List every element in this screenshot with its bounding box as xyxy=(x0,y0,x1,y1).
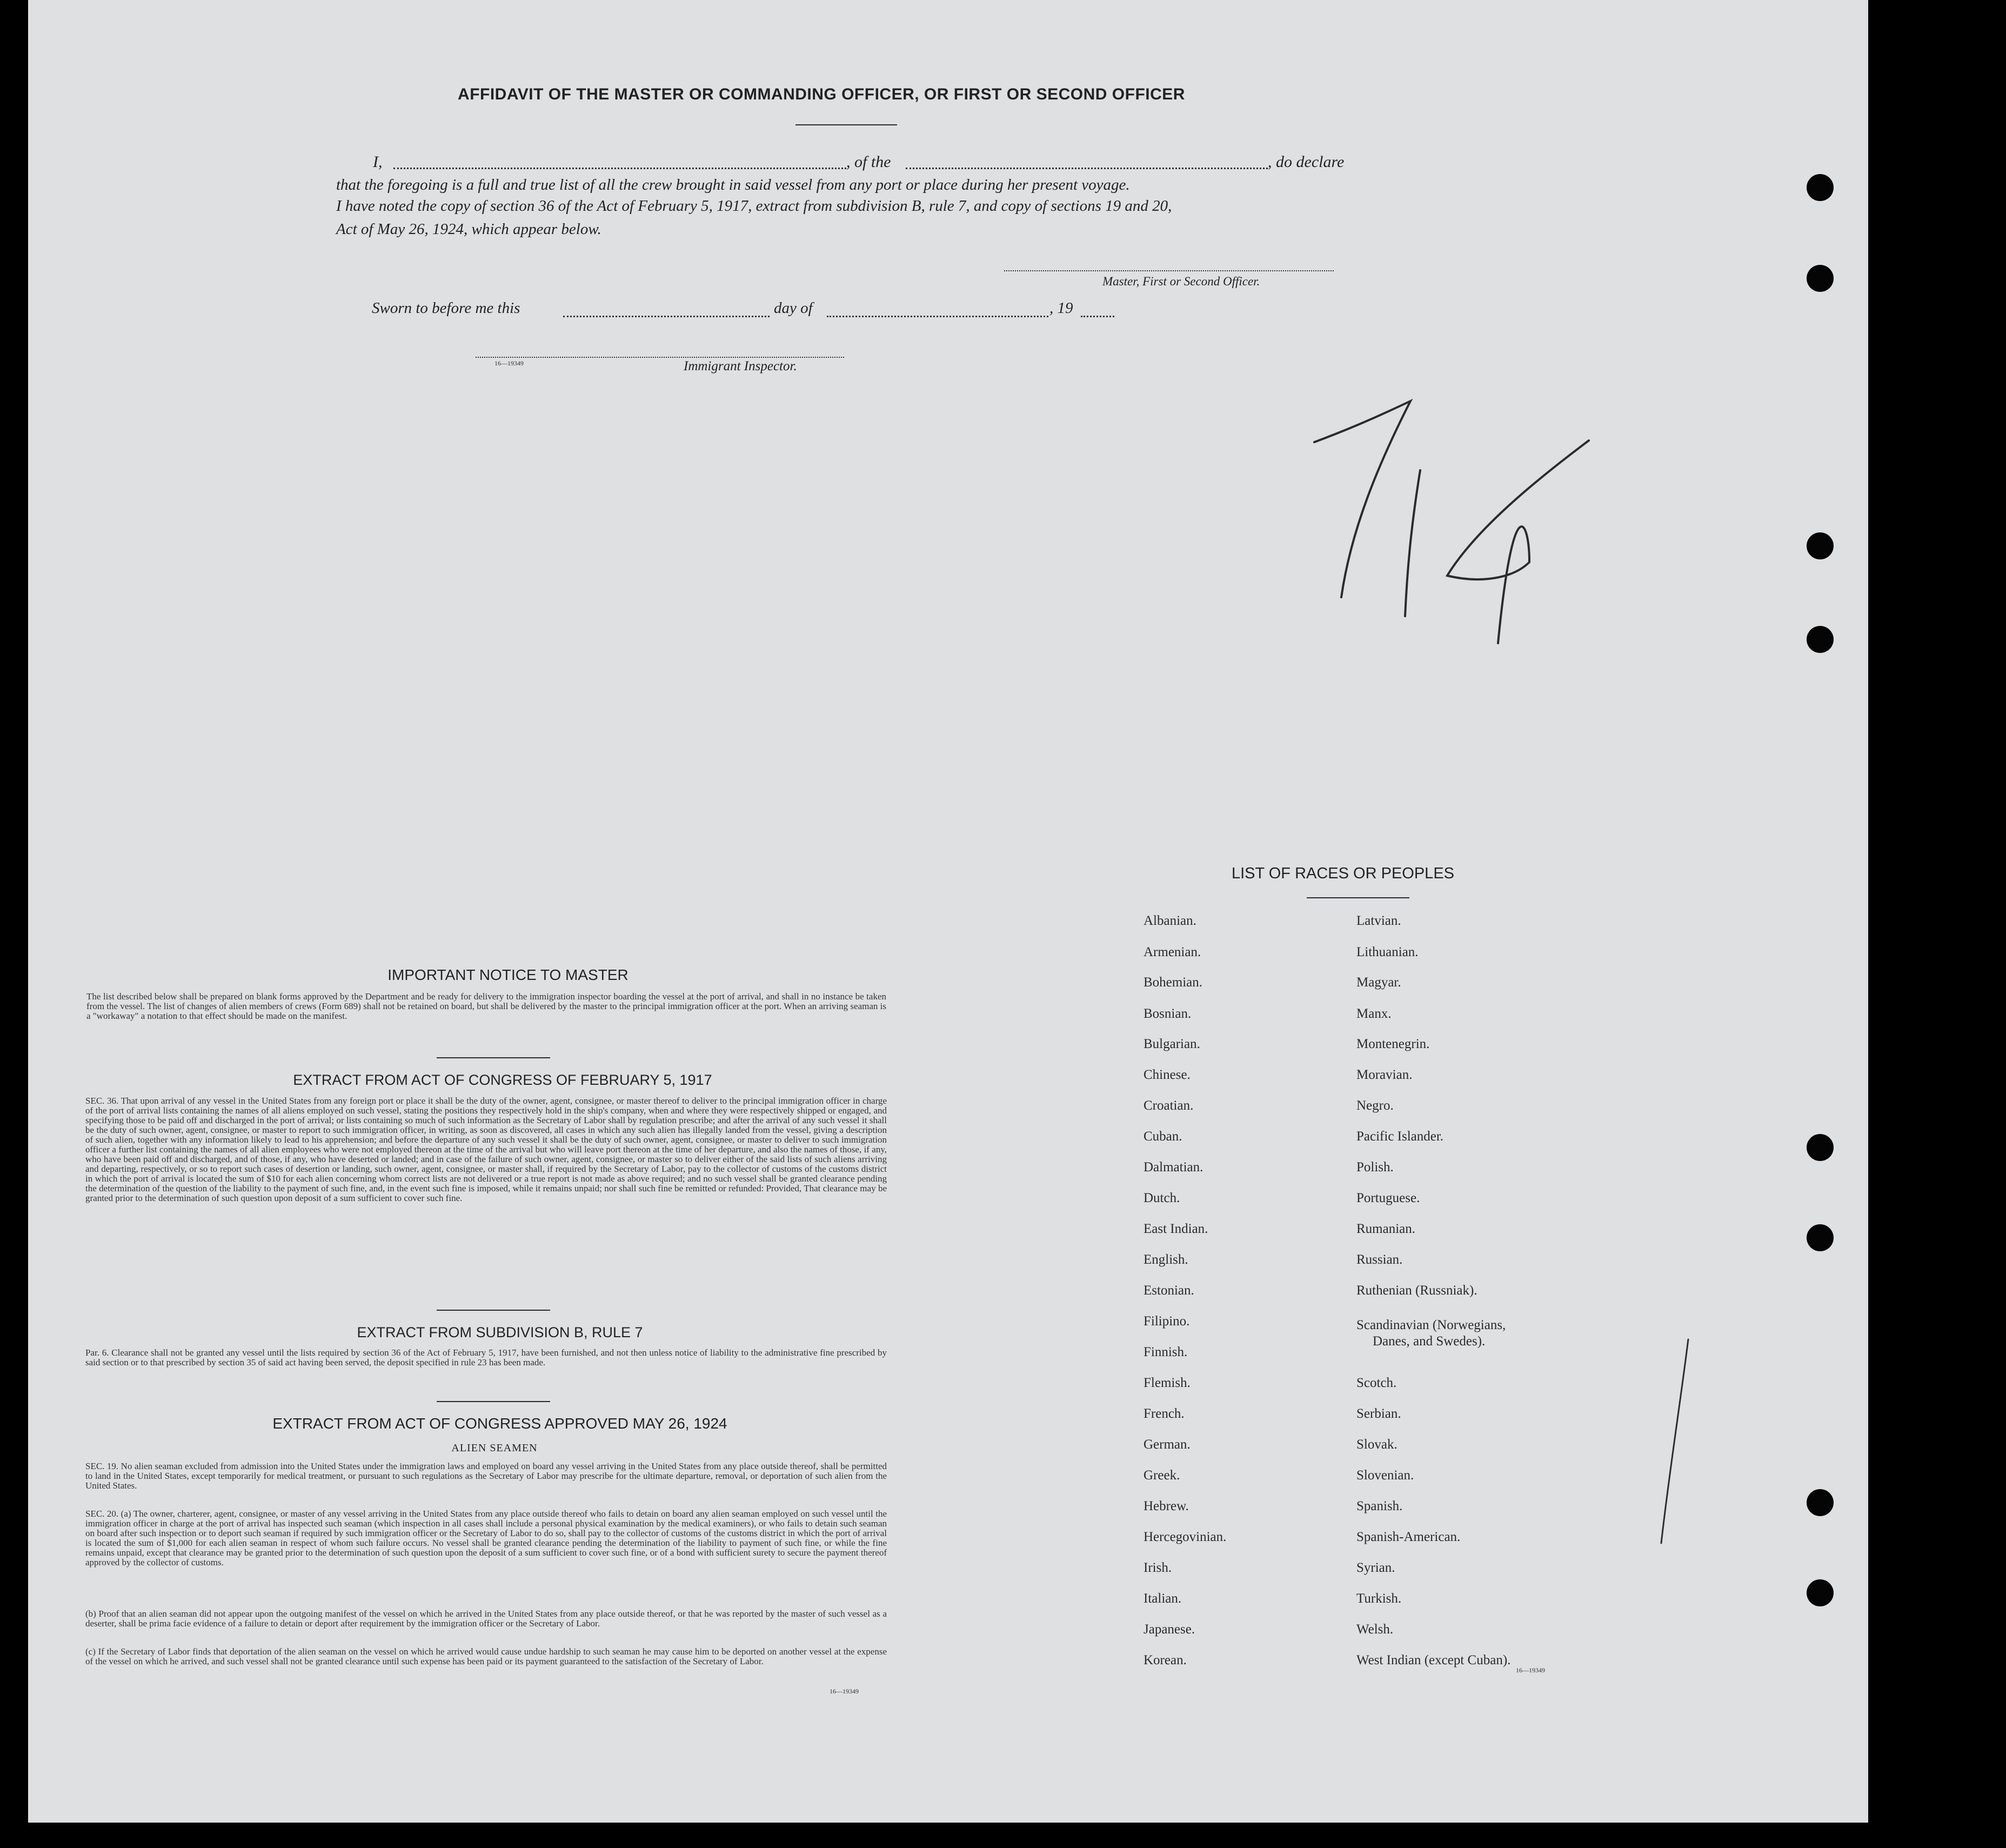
extract-1924-sec20b: (b) Proof that an alien seaman did not appear upon the outgoing manifest of the vessel on which he arrived in the United States from any place outside thereof, or that he was reported by the master of such vessel as a deserter, shall be prima facie evidence of a failure to detain or deport after requirement by the immigration officer or the Secretary of Labor. xyxy=(85,1609,887,1629)
race-item: Croatian. xyxy=(1144,1098,1194,1113)
race-item: Spanish-American. xyxy=(1356,1530,1461,1544)
sworn-label: Sworn to before me this xyxy=(372,299,520,317)
sworn-day-blank xyxy=(563,316,770,317)
race-item: Irish. xyxy=(1144,1560,1172,1575)
declaration-of-the: , of the xyxy=(846,153,891,171)
handwritten-number-74 xyxy=(1297,389,1600,649)
affidavit-title: AFFIDAVIT OF THE MASTER OR COMMANDING OFFICER, OR FIRST OR SECOND OFFICER xyxy=(458,85,1185,103)
race-item: Magyar. xyxy=(1356,975,1401,990)
race-item: Danes, and Swedes). xyxy=(1373,1334,1486,1349)
race-item: Negro. xyxy=(1356,1098,1394,1113)
punch-hole xyxy=(1807,265,1834,292)
race-item: Manx. xyxy=(1356,1006,1392,1021)
punch-hole xyxy=(1807,532,1834,559)
divider xyxy=(795,124,897,125)
race-item: Syrian. xyxy=(1356,1560,1395,1575)
punch-hole xyxy=(1807,174,1834,201)
race-item: Korean. xyxy=(1144,1653,1187,1667)
extract-1924-sec20c: (c) If the Secretary of Labor finds that deportation of the alien seaman on the vessel on which he arrived would cause undue hardship to such seaman he may cause him to be deported on another vessel at the expense of the vessel on which he arrived, and such vessel shall not be granted clearance until such expense has been paid or its payment guaranteed to the satisfaction of the Secretary of Labor. xyxy=(85,1646,887,1666)
race-item: Japanese. xyxy=(1144,1622,1195,1637)
race-item: Bohemian. xyxy=(1144,975,1203,990)
race-item: Montenegrin. xyxy=(1356,1037,1430,1051)
declaration-line-2: that the foregoing is a full and true list of all the crew brought in said vessel from any port or place during her present voyage. xyxy=(336,176,1130,194)
race-item: Latvian. xyxy=(1356,913,1401,928)
extract-1924-sec20a: SEC. 20. (a) The owner, charterer, agent, consignee, or master of any vessel arriving in the United States from any place outside thereof who fails to detain on board any alien seaman employed on such vessel until the immigration officer in charge at the port of arrival has inspected such seaman (which inspection in all cases shall include a personal physical examination by the medical examiners), or who fails to detain such seaman on board after such inspection or to deport such seaman if required by such immigration officer or the Secretary of Labor to do so, shall pay to the collector of customs of the customs district in which the port of arrival is located the sum of $1,000 for each alien seaman in respect of whom such failure occurs. No vessel shall be granted clearance pending the determination of the liability to payment of such fine, or while the fine remains unpaid, except that clearance may be granted prior to the determination of such question upon the deposit of a sum sufficient to cover such fine, or of a bond with sufficient surety to secure the payment thereof approved by the collector of customs. xyxy=(85,1509,887,1567)
inspector-caption: Immigrant Inspector. xyxy=(684,359,797,373)
extract-1924-title: EXTRACT FROM ACT OF CONGRESS APPROVED MAY 26, 1924 xyxy=(272,1415,727,1432)
race-item: East Indian. xyxy=(1144,1222,1208,1236)
master-signature-line xyxy=(1004,270,1334,271)
extract-1917-title: EXTRACT FROM ACT OF CONGRESS OF FEBRUARY 5, 1917 xyxy=(293,1072,712,1088)
declaration-do-declare: , do declare xyxy=(1268,153,1345,171)
race-item: Turkish. xyxy=(1356,1591,1402,1606)
race-item: Scotch. xyxy=(1356,1376,1397,1390)
race-item: Finnish. xyxy=(1144,1345,1188,1359)
punch-hole xyxy=(1807,1224,1834,1251)
race-item: Bulgarian. xyxy=(1144,1037,1200,1051)
race-item: Serbian. xyxy=(1356,1406,1401,1421)
sworn-year-blank xyxy=(1081,316,1114,317)
declaration-i-label: I, xyxy=(373,153,383,171)
race-item: Scandinavian (Norwegians, xyxy=(1356,1318,1506,1332)
race-item: French. xyxy=(1144,1406,1185,1421)
punch-hole xyxy=(1807,1134,1834,1161)
race-item: Hebrew. xyxy=(1144,1499,1189,1513)
race-item: English. xyxy=(1144,1252,1188,1267)
extract-1924-subtitle: ALIEN SEAMEN xyxy=(451,1442,538,1454)
race-item: German. xyxy=(1144,1437,1191,1452)
race-item: Italian. xyxy=(1144,1591,1182,1606)
form-number: 16—19349 xyxy=(830,1687,859,1695)
race-item: Slovenian. xyxy=(1356,1468,1414,1483)
declaration-line-4: Act of May 26, 1924, which appear below. xyxy=(336,221,601,238)
race-item: Hercegovinian. xyxy=(1144,1530,1227,1544)
race-item: Russian. xyxy=(1356,1252,1403,1267)
inspector-signature-line xyxy=(476,357,844,358)
race-item: Polish. xyxy=(1356,1160,1394,1175)
extract-rule7-text: Par. 6. Clearance shall not be granted any vessel until the lists required by section 36 of the Act of February 5, 1917, have been furnished, and not then unless notice of liability to the administrative fine prescribed by said section or to that prescribed by section 35 of said act having been served, the deposit specified in rule 23 has been made. xyxy=(85,1347,887,1367)
race-item: Lithuanian. xyxy=(1356,945,1419,959)
race-item: Slovak. xyxy=(1356,1437,1397,1452)
race-item: Dalmatian. xyxy=(1144,1160,1203,1175)
race-item: Flemish. xyxy=(1144,1376,1191,1390)
extract-rule7-title: EXTRACT FROM SUBDIVISION B, RULE 7 xyxy=(357,1324,643,1340)
race-item: Cuban. xyxy=(1144,1129,1182,1144)
punch-hole xyxy=(1807,1579,1834,1606)
race-item: Moravian. xyxy=(1356,1068,1413,1082)
notice-text: The list described below shall be prepared on blank forms approved by the Department and be ready for delivery to the immigration inspector boarding the vessel at the port of arrival, and shall in no instance be taken from the vessel. The list of changes of alien members of crews (Form 689) shall not be retained on board, but shall be delivered by the master to the principal immigration officer at the port. When an arriving seaman is a "workaway" a notation to that effect should be made on the manifest. xyxy=(86,991,886,1021)
race-item: Welsh. xyxy=(1356,1622,1394,1637)
race-item: Bosnian. xyxy=(1144,1006,1192,1021)
race-item: Portuguese. xyxy=(1356,1191,1420,1205)
extract-1924-sec19: SEC. 19. No alien seaman excluded from admission into the United States under the immigration laws and employed on board any vessel arriving in the United States from any place outside thereof, shall be permitted to land in the United States, except temporarily for medical treatment, or pursuant to such regulations as the Secretary of Labor may prescribe for the ultimate departure, removal, or deportation of such alien from the United States. xyxy=(85,1461,887,1491)
race-item: Filipino. xyxy=(1144,1314,1190,1329)
divider xyxy=(437,1401,550,1402)
form-number: 16—19349 xyxy=(1516,1666,1545,1674)
race-item: Ruthenian (Russniak). xyxy=(1356,1283,1477,1298)
race-item: Greek. xyxy=(1144,1468,1180,1483)
race-item: West Indian (except Cuban). xyxy=(1356,1653,1511,1667)
race-item: Armenian. xyxy=(1144,945,1201,959)
races-title: LIST OF RACES OR PEOPLES xyxy=(1231,865,1455,882)
sworn-month-blank xyxy=(827,316,1048,317)
divider xyxy=(437,1057,550,1058)
vessel-blank-line xyxy=(906,168,1268,169)
punch-hole xyxy=(1807,626,1834,653)
handwritten-tick-mark xyxy=(1654,1335,1697,1551)
race-item: Estonian. xyxy=(1144,1283,1194,1298)
divider xyxy=(1307,897,1409,898)
notice-title: IMPORTANT NOTICE TO MASTER xyxy=(387,966,628,983)
race-item: Dutch. xyxy=(1144,1191,1180,1205)
race-item: Rumanian. xyxy=(1356,1222,1416,1236)
form-number: 16—19349 xyxy=(494,359,524,367)
sworn-year: , 19 xyxy=(1049,299,1073,317)
race-item: Albanian. xyxy=(1144,913,1196,928)
extract-1917-text: SEC. 36. That upon arrival of any vessel in the United States from any foreign port or place it shall be the duty of the owner, agent, consignee, or master thereof to deliver to the principal immigration officer in charge of the port of arrival lists containing the names of all aliens employed on such vessel, stating the positions they respectively hold in the ship's company, when and where they were respectively shipped or engaged, and specifying those to be paid off and discharged in the port of arrival; or lists containing so much of such information as the Secretary of Labor shall by regulation prescribe; and after the arrival of any such vessel it shall be the duty of such owner, agent, consignee, or master to report to such immigration officer, in writing, as soon as discovered, all cases in which any such alien has illegally landed from the vessel, giving a description of such alien, together with any information likely to lead to his apprehension; and before the departure of any such vessel it shall be the duty of such owner, agent, consignee, or master to deliver to such immigration officer a further list containing the names of all alien employees who were not employed thereon at the time of the arrival but who will leave port thereon at the time of her departure, and also the names of those, if any, who have been paid off and discharged, and of those, if any, who have deserted or landed; and in case of the failure of such owner, agent, consignee, or master so to deliver either of the said lists of such aliens arriving and departing, respectively, or so to report such cases of desertion or landing, such owner, agent, consignee, or master shall, if required by the Secretary of Labor, pay to the collector of customs of the customs district in which the port of arrival is located the sum of $10 for each alien concerning whom correct lists are not delivered or a true report is not made as above required; and no such vessel shall be granted clearance pending the determination of the question of the liability to the payment of such fine, and, in the event such fine is imposed, while it remains unpaid; nor shall such fine be remitted or refunded: Provided, That clearance may be granted prior to the determination of such question upon deposit of a sum sufficient to cover such fine. xyxy=(85,1096,887,1203)
declaration-line-3: I have noted the copy of section 36 of the Act of February 5, 1917, extract from subdivision B, rule 7, and copy of sections 19 and 20, xyxy=(336,197,1172,215)
divider xyxy=(437,1310,550,1311)
race-item: Pacific Islander. xyxy=(1356,1129,1444,1144)
race-item: Spanish. xyxy=(1356,1499,1403,1513)
race-item: Chinese. xyxy=(1144,1068,1191,1082)
sworn-day-of: day of xyxy=(774,299,813,317)
master-signature-caption: Master, First or Second Officer. xyxy=(1102,275,1260,288)
name-blank-line xyxy=(393,168,846,169)
punch-hole xyxy=(1807,1489,1834,1516)
